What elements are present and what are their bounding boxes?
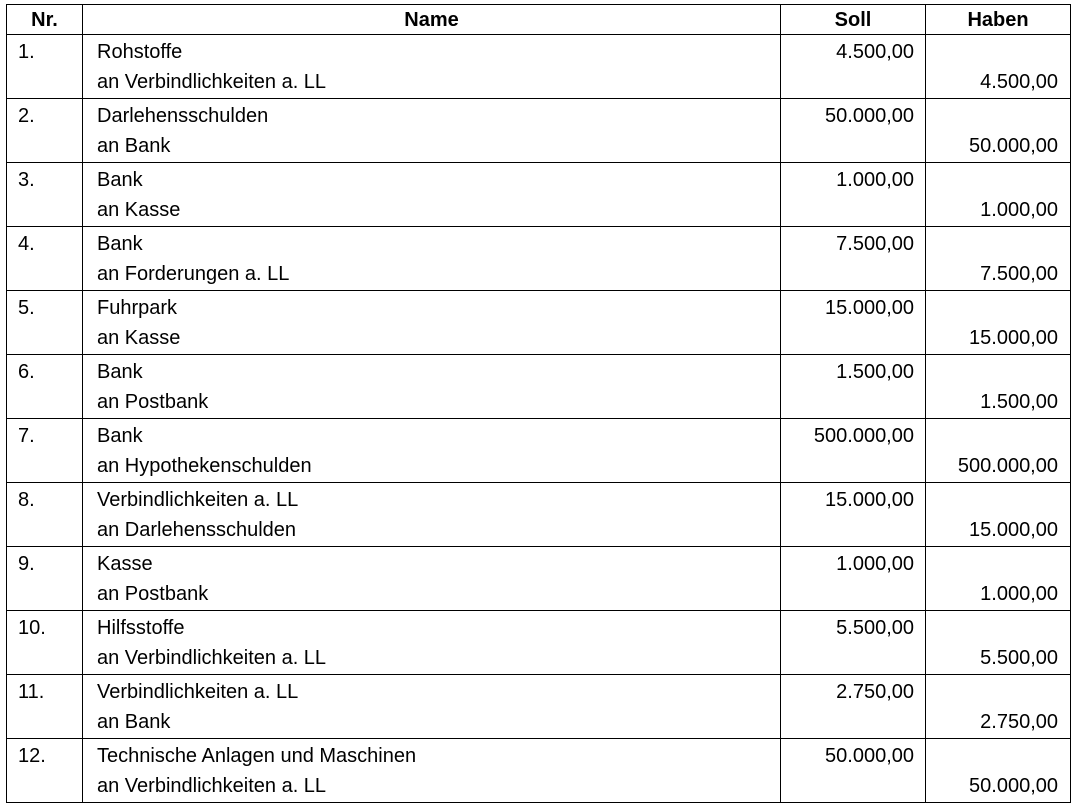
haben-amount: 4.500,00 <box>926 67 1071 99</box>
entry-number-empty-cell <box>7 771 83 803</box>
header-name: Name <box>83 5 781 35</box>
entry-number-empty-cell <box>7 131 83 163</box>
debit-account: Hilfsstoffe <box>83 611 781 644</box>
soll-empty-cell <box>781 259 926 291</box>
entry-number-empty-cell <box>7 643 83 675</box>
entry-number: 4. <box>7 227 83 260</box>
haben-empty-cell <box>926 547 1071 580</box>
soll-empty-cell <box>781 579 926 611</box>
credit-account: an Forderungen a. LL <box>83 259 781 291</box>
haben-amount: 1.000,00 <box>926 579 1071 611</box>
entry-debit-row <box>7 355 1071 388</box>
entry-credit-row <box>7 131 1071 163</box>
debit-account: Bank <box>83 419 781 452</box>
haben-empty-cell <box>926 483 1071 516</box>
haben-amount: 500.000,00 <box>926 451 1071 483</box>
credit-account: an Verbindlichkeiten a. LL <box>83 643 781 675</box>
header-haben: Haben <box>926 5 1071 35</box>
entry-debit-row <box>7 739 1071 772</box>
soll-empty-cell <box>781 387 926 419</box>
soll-amount: 5.500,00 <box>781 611 926 644</box>
haben-amount: 5.500,00 <box>926 643 1071 675</box>
journal-table <box>6 4 1071 803</box>
debit-account: Bank <box>83 227 781 260</box>
credit-account: an Bank <box>83 131 781 163</box>
credit-account: an Verbindlichkeiten a. LL <box>83 67 781 99</box>
entry-number-empty-cell <box>7 579 83 611</box>
debit-account: Fuhrpark <box>83 291 781 324</box>
entry-debit-row <box>7 611 1071 644</box>
haben-amount: 2.750,00 <box>926 707 1071 739</box>
entry-debit-row <box>7 675 1071 708</box>
haben-empty-cell <box>926 99 1071 132</box>
soll-amount: 50.000,00 <box>781 99 926 132</box>
entry-number: 8. <box>7 483 83 516</box>
haben-empty-cell <box>926 355 1071 388</box>
entry-number-empty-cell <box>7 387 83 419</box>
entry-number: 9. <box>7 547 83 580</box>
entry-credit-row <box>7 259 1071 291</box>
entry-debit-row <box>7 99 1071 132</box>
haben-amount: 15.000,00 <box>926 515 1071 547</box>
entry-credit-row <box>7 67 1071 99</box>
credit-account: an Kasse <box>83 323 781 355</box>
haben-empty-cell <box>926 611 1071 644</box>
entry-number-empty-cell <box>7 195 83 227</box>
journal-body <box>7 35 1071 803</box>
entry-number-empty-cell <box>7 259 83 291</box>
entry-number: 11. <box>7 675 83 708</box>
soll-empty-cell <box>781 515 926 547</box>
entry-debit-row <box>7 419 1071 452</box>
credit-account: an Verbindlichkeiten a. LL <box>83 771 781 803</box>
entry-credit-row <box>7 323 1071 355</box>
haben-empty-cell <box>926 35 1071 68</box>
soll-amount: 2.750,00 <box>781 675 926 708</box>
haben-amount: 15.000,00 <box>926 323 1071 355</box>
debit-account: Darlehensschulden <box>83 99 781 132</box>
entry-number-empty-cell <box>7 707 83 739</box>
soll-amount: 15.000,00 <box>781 483 926 516</box>
entry-number: 7. <box>7 419 83 452</box>
soll-amount: 1.000,00 <box>781 163 926 196</box>
soll-amount: 15.000,00 <box>781 291 926 324</box>
haben-amount: 1.500,00 <box>926 387 1071 419</box>
entry-number-empty-cell <box>7 323 83 355</box>
haben-amount: 50.000,00 <box>926 131 1071 163</box>
haben-empty-cell <box>926 163 1071 196</box>
entry-credit-row <box>7 771 1071 803</box>
soll-amount: 500.000,00 <box>781 419 926 452</box>
debit-account: Bank <box>83 163 781 196</box>
soll-amount: 1.000,00 <box>781 547 926 580</box>
entry-credit-row <box>7 451 1071 483</box>
entry-number: 2. <box>7 99 83 132</box>
entry-credit-row <box>7 643 1071 675</box>
debit-account: Technische Anlagen und Maschinen <box>83 739 781 772</box>
entry-number: 5. <box>7 291 83 324</box>
credit-account: an Darlehensschulden <box>83 515 781 547</box>
entry-debit-row <box>7 163 1071 196</box>
entry-number: 3. <box>7 163 83 196</box>
credit-account: an Postbank <box>83 387 781 419</box>
entry-debit-row <box>7 547 1071 580</box>
soll-empty-cell <box>781 67 926 99</box>
haben-empty-cell <box>926 675 1071 708</box>
soll-empty-cell <box>781 195 926 227</box>
soll-amount: 50.000,00 <box>781 739 926 772</box>
entry-credit-row <box>7 195 1071 227</box>
soll-empty-cell <box>781 323 926 355</box>
haben-empty-cell <box>926 419 1071 452</box>
entry-number-empty-cell <box>7 515 83 547</box>
entry-credit-row <box>7 579 1071 611</box>
haben-empty-cell <box>926 739 1071 772</box>
debit-account: Bank <box>83 355 781 388</box>
haben-amount: 7.500,00 <box>926 259 1071 291</box>
entry-credit-row <box>7 515 1071 547</box>
soll-empty-cell <box>781 707 926 739</box>
entry-number: 6. <box>7 355 83 388</box>
entry-debit-row <box>7 483 1071 516</box>
entry-debit-row <box>7 227 1071 260</box>
entry-number: 10. <box>7 611 83 644</box>
entry-credit-row <box>7 387 1071 419</box>
header-soll: Soll <box>781 5 926 35</box>
soll-empty-cell <box>781 643 926 675</box>
entry-credit-row <box>7 707 1071 739</box>
haben-amount: 1.000,00 <box>926 195 1071 227</box>
debit-account: Verbindlichkeiten a. LL <box>83 483 781 516</box>
soll-amount: 1.500,00 <box>781 355 926 388</box>
header-nr: Nr. <box>7 5 83 35</box>
debit-account: Rohstoffe <box>83 35 781 68</box>
haben-amount: 50.000,00 <box>926 771 1071 803</box>
soll-empty-cell <box>781 131 926 163</box>
entry-number-empty-cell <box>7 67 83 99</box>
entry-number: 1. <box>7 35 83 68</box>
credit-account: an Bank <box>83 707 781 739</box>
debit-account: Verbindlichkeiten a. LL <box>83 675 781 708</box>
debit-account: Kasse <box>83 547 781 580</box>
entry-number-empty-cell <box>7 451 83 483</box>
credit-account: an Kasse <box>83 195 781 227</box>
soll-amount: 7.500,00 <box>781 227 926 260</box>
credit-account: an Hypothekenschulden <box>83 451 781 483</box>
soll-empty-cell <box>781 451 926 483</box>
entry-debit-row <box>7 35 1071 68</box>
haben-empty-cell <box>926 291 1071 324</box>
haben-empty-cell <box>926 227 1071 260</box>
credit-account: an Postbank <box>83 579 781 611</box>
entry-number: 12. <box>7 739 83 772</box>
entry-debit-row <box>7 291 1071 324</box>
soll-empty-cell <box>781 771 926 803</box>
header-row <box>7 5 1071 35</box>
soll-amount: 4.500,00 <box>781 35 926 68</box>
